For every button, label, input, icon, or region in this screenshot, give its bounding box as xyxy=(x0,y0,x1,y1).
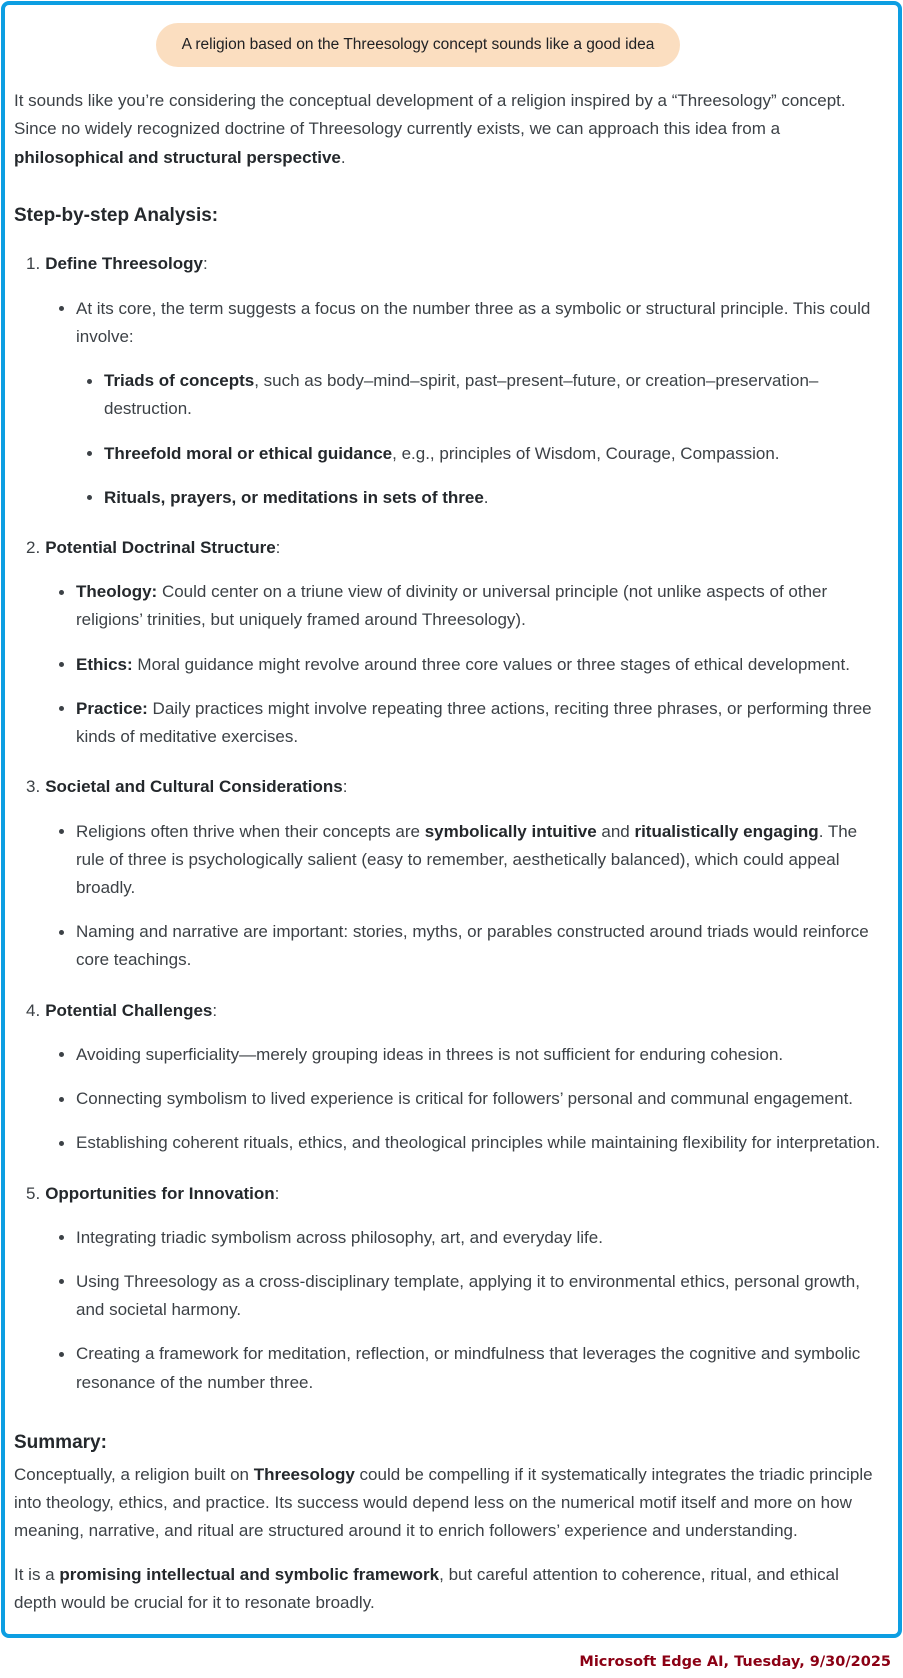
sub-bullet-item xyxy=(87,440,886,468)
bold-text: Theology: xyxy=(76,582,158,602)
step-title: Define Threesology xyxy=(45,254,203,274)
analysis-step xyxy=(26,997,886,1158)
chat-panel xyxy=(1,1,902,1638)
step-number: 5. xyxy=(26,1183,41,1203)
step-title-colon: : xyxy=(202,254,208,274)
user-message-bubble xyxy=(156,23,681,67)
user-message-row xyxy=(14,23,886,67)
bullet-item xyxy=(59,918,886,974)
text: Avoiding superficiality—merely grouping ideas in threes is not sufficient for enduring cohesion. xyxy=(76,1044,784,1064)
bold-text: Ethics: xyxy=(76,654,133,674)
text: Moral guidance might revolve around three core values or three stages of ethical development. xyxy=(132,654,850,674)
bullet-item xyxy=(59,1041,886,1069)
text: could be compelling if it systematically integrates the triadic principle into theology, ethics, and practice. Its success would depend less on the numerical motif itself and more on how meaning, narrative, and ritual are structured around it to enrich followers’ experience and understanding. xyxy=(14,1464,873,1540)
text: Naming and narrative are important: stories, myths, or parables constructed around triads would reinforce core teachings. xyxy=(76,922,869,970)
summary-paragraph xyxy=(14,1461,886,1546)
text: . xyxy=(340,147,346,167)
summary-heading: Summary: xyxy=(14,1431,107,1453)
bullet-item xyxy=(59,295,886,512)
analysis-step xyxy=(26,1180,886,1397)
text: . xyxy=(483,487,489,507)
bold-text: Rituals, prayers, or meditations in sets of three xyxy=(104,487,484,507)
attribution-footer xyxy=(0,1654,903,1678)
attribution-text: Microsoft Edge AI, Tuesday, 9/30/2025 xyxy=(579,1653,891,1670)
bullet-item xyxy=(59,578,886,634)
text: At its core, the term suggests a focus on the number three as a symbolic or structural principle. This could involve: xyxy=(76,298,871,346)
text: , such as body–mind–spirit, past–present–future, or creation–preservation–destruction. xyxy=(104,371,819,419)
text: Conceptually, a religion built on xyxy=(14,1464,254,1484)
step-number: 3. xyxy=(26,777,41,797)
bullet-item xyxy=(59,695,886,751)
text: It is a xyxy=(14,1565,60,1585)
step-number: 2. xyxy=(26,538,41,558)
text: Creating a framework for meditation, reflection, or mindfulness that leverages the cognitive and symbolic resonance of the number three. xyxy=(76,1344,861,1392)
bullet-item xyxy=(59,1224,886,1252)
bold-text: ritualistically engaging xyxy=(634,821,819,841)
step-heading xyxy=(26,997,886,1025)
step-title: Potential Doctrinal Structure xyxy=(45,538,276,558)
bold-text: Practice: xyxy=(76,698,148,718)
bullet-item xyxy=(59,651,886,679)
bullet-item xyxy=(59,1268,886,1324)
step-title: Opportunities for Innovation xyxy=(45,1183,275,1203)
bold-text: promising intellectual and symbolic framework xyxy=(59,1565,440,1585)
text: Daily practices might involve repeating three actions, reciting three phrases, or performing three kinds of meditative exercises. xyxy=(76,698,872,747)
bold-text: Threesology xyxy=(253,1464,355,1484)
bullet-list xyxy=(26,818,886,975)
user-message-text: A religion based on the Threesology concept sounds like a good idea xyxy=(181,36,655,53)
text: Establishing coherent rituals, ethics, and theological principles while maintaining flexibility for interpretation. xyxy=(76,1133,881,1153)
step-heading xyxy=(26,250,886,278)
analysis-list xyxy=(14,250,886,1396)
bold-text: symbolically intuitive xyxy=(424,821,597,841)
text: Integrating triadic symbolism across philosophy, art, and everyday life. xyxy=(76,1227,603,1247)
sub-bullet-item xyxy=(87,367,886,423)
bullet-list xyxy=(26,1224,886,1397)
bullet-item xyxy=(59,1129,886,1157)
step-title-colon: : xyxy=(274,1183,280,1203)
bullet-list xyxy=(26,578,886,751)
bullet-item xyxy=(59,1085,886,1113)
text: It sounds like you’re considering the conceptual development of a religion inspired by a “Threesology” concept. Since no widely recognized doctrine of Threesology currently exists, we can approach this idea from a xyxy=(14,91,846,139)
analysis-heading: Step-by-step Analysis: xyxy=(14,204,219,226)
sub-bullet-list xyxy=(76,367,886,512)
step-number: 1. xyxy=(26,254,41,274)
step-heading xyxy=(26,1180,886,1208)
bullet-list xyxy=(26,1041,886,1158)
text: Using Threesology as a cross-disciplinary template, applying it to environmental ethics, personal growth, and societal harmony. xyxy=(76,1271,860,1320)
step-title-colon: : xyxy=(212,1000,218,1020)
step-heading xyxy=(26,534,886,562)
text: . The rule of three is psychologically salient (easy to remember, aesthetically balanced), which could appeal broadly. xyxy=(76,821,858,897)
step-number: 4. xyxy=(26,1000,41,1020)
text: and xyxy=(596,821,635,841)
step-title: Societal and Cultural Considerations xyxy=(45,777,343,797)
bullet-item xyxy=(59,818,886,903)
intro-paragraph xyxy=(14,87,886,172)
closing-paragraph xyxy=(14,1561,886,1617)
step-heading xyxy=(26,773,886,801)
text: Connecting symbolism to lived experience is critical for followers’ personal and communal engagement. xyxy=(76,1089,854,1109)
bold-text: philosophical and structural perspective xyxy=(14,147,341,167)
text: , e.g., principles of Wisdom, Courage, Compassion. xyxy=(392,443,780,463)
bold-text: Threefold moral or ethical guidance xyxy=(104,443,393,463)
bullet-item xyxy=(59,1340,886,1396)
step-title-colon: : xyxy=(342,777,348,797)
step-title-colon: : xyxy=(275,538,281,558)
text: Could center on a triune view of divinity or universal principle (not unlike aspects of other religions’ trinities, but uniquely framed around Threesology). xyxy=(76,582,828,630)
analysis-step xyxy=(26,250,886,512)
bold-text: Triads of concepts xyxy=(104,371,255,391)
analysis-step xyxy=(26,534,886,751)
text: , but careful attention to coherence, ritual, and ethical depth would be crucial for it to resonate broadly. xyxy=(14,1565,839,1613)
analysis-step xyxy=(26,773,886,974)
sub-bullet-item xyxy=(87,484,886,512)
step-title: Potential Challenges xyxy=(45,1000,213,1020)
text: Religions often thrive when their concepts are xyxy=(76,821,425,841)
bullet-list xyxy=(26,295,886,512)
